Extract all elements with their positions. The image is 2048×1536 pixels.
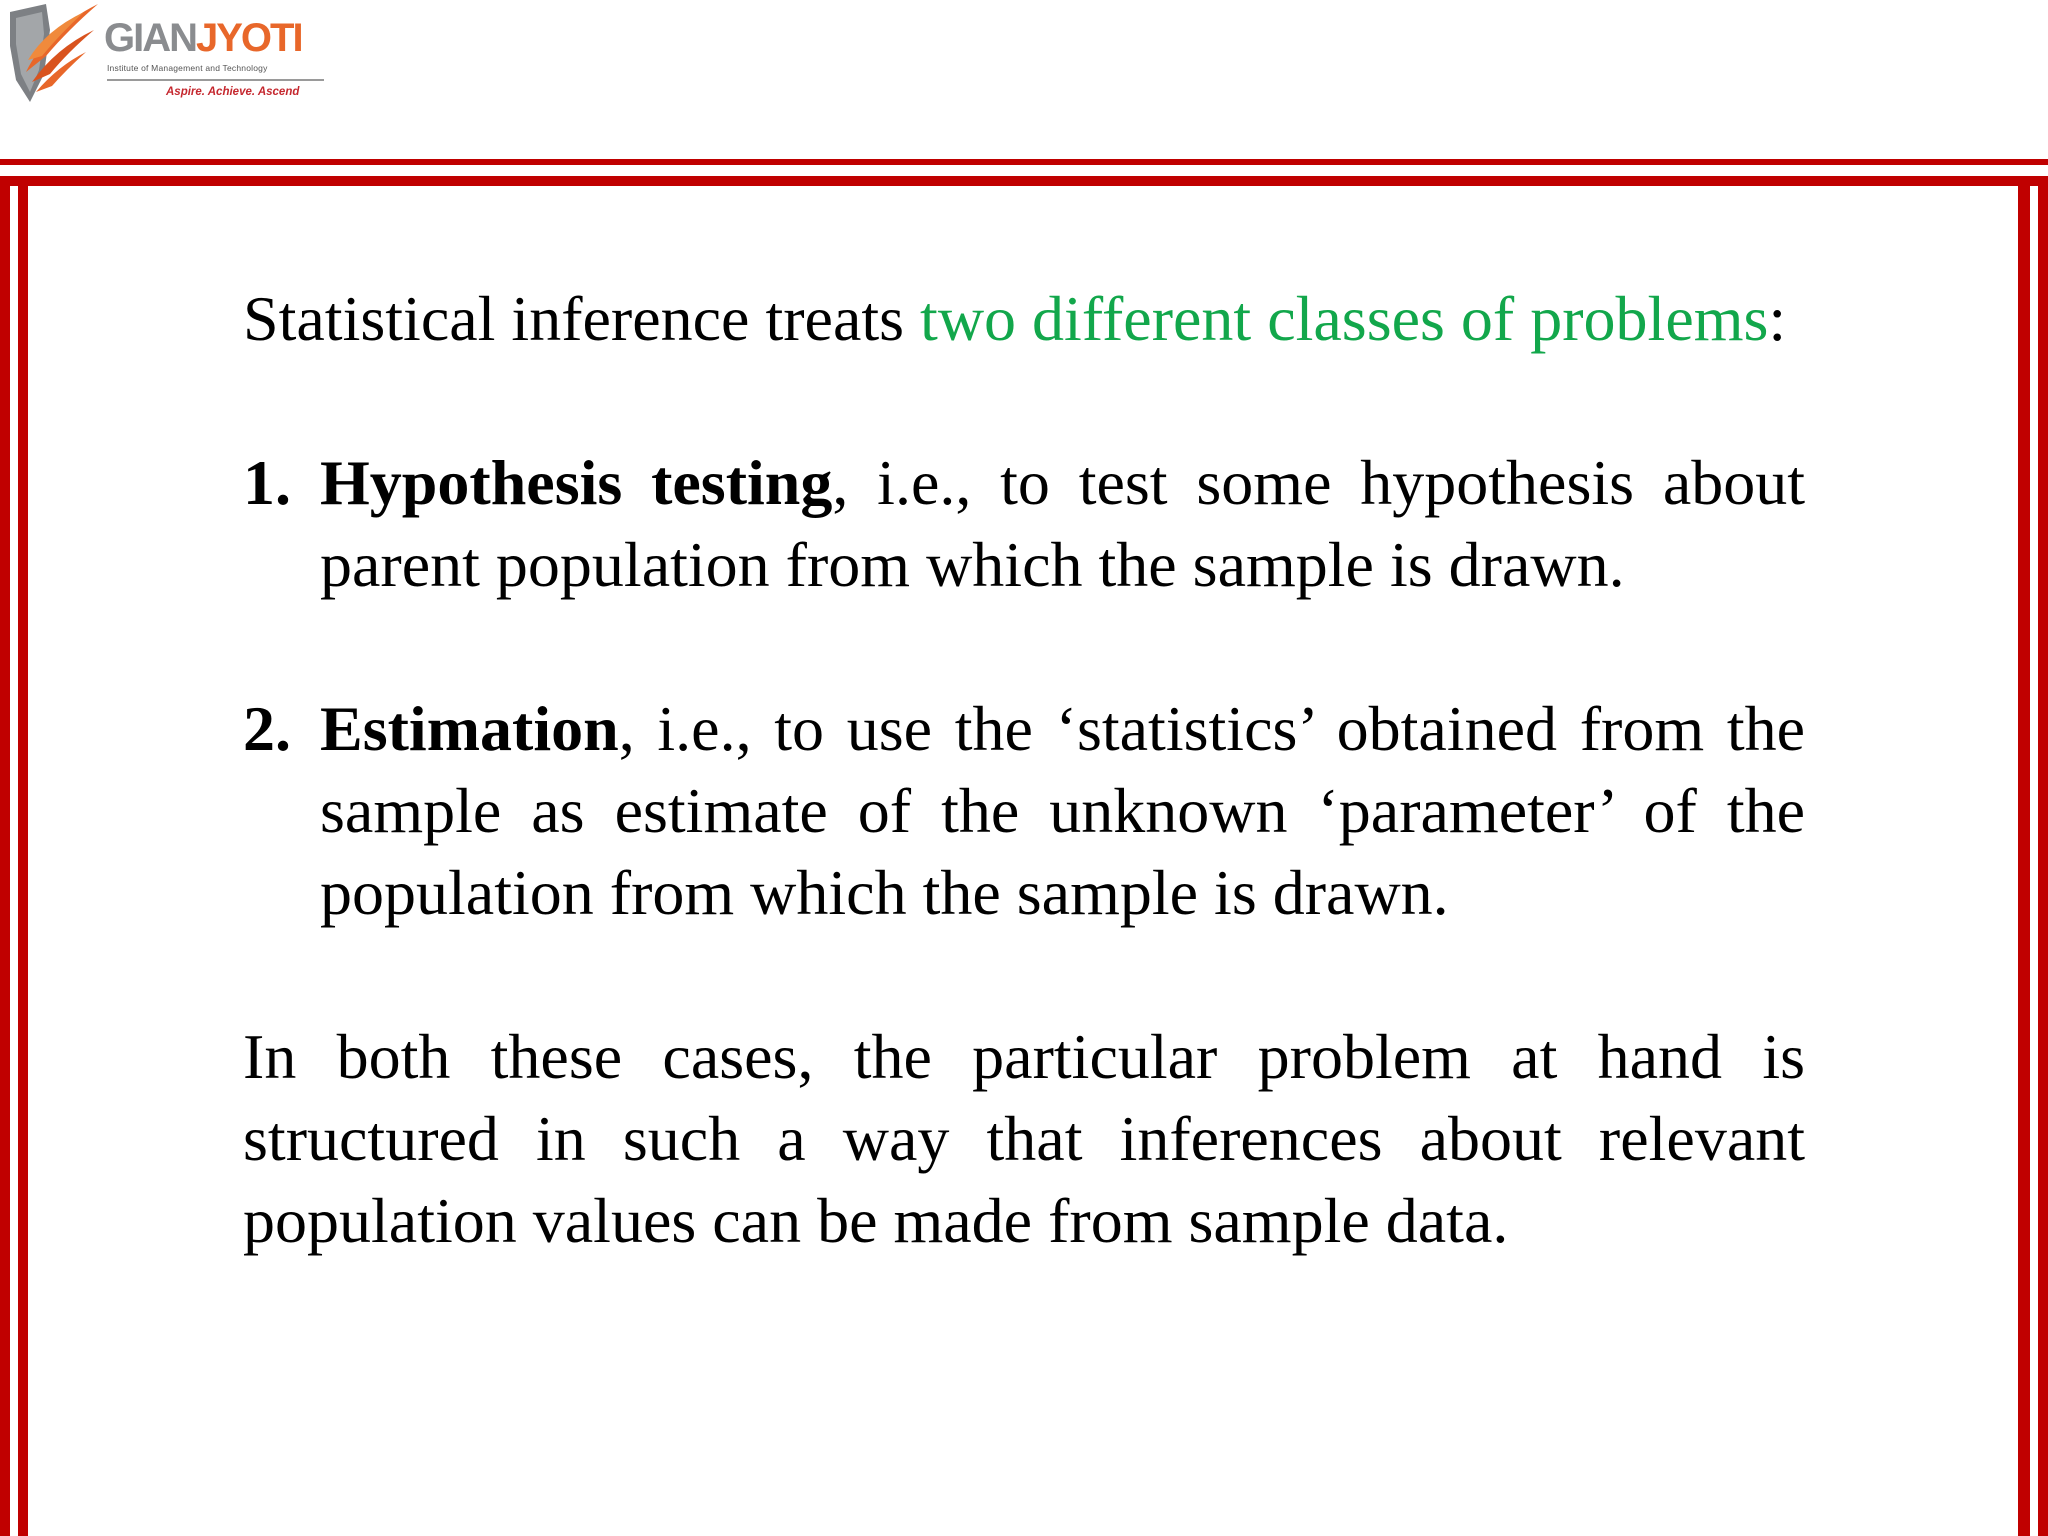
intro-colon: : — [1768, 283, 1787, 354]
list-item-description: , i.e., to use the ‘statistics’ obtained from the sample as estimate of the unknown ‘parameter’ of the population from which the sample is drawn. — [320, 693, 1805, 928]
intro-highlight: two different classes of problems — [920, 283, 1769, 354]
list-item-estimation — [243, 688, 1805, 934]
conclusion-paragraph: In both these cases, the particular problem at hand is structured in such a way that inferences about relevant population values can be made from sample data. — [243, 1021, 1805, 1256]
intro-paragraph — [243, 278, 1805, 360]
list-item-text — [320, 442, 1805, 606]
logo-wordmark — [104, 14, 302, 62]
list-item-hypothesis-testing — [243, 442, 1805, 606]
frame-left-line-inner — [18, 186, 28, 1536]
logo-wordmark-gian: GIAN — [104, 16, 196, 60]
logo-divider — [107, 79, 324, 81]
list-number: 2. — [243, 693, 291, 764]
list-item-description: , i.e., to test some hypothesis about parent population from which the sample is drawn. — [320, 447, 1806, 600]
shield-wing-icon — [6, 0, 106, 108]
frame-left-line-outer — [0, 186, 10, 1536]
list-item-term: Hypothesis testing — [320, 447, 833, 518]
list-number: 1. — [243, 447, 291, 518]
slide-body — [243, 278, 1805, 1262]
gianjyoti-logo — [6, 0, 336, 108]
frame-top-line-inner — [0, 176, 2048, 186]
frame-top-line-outer — [0, 159, 2048, 165]
logo-wordmark-jyoti: JYOTI — [196, 16, 302, 60]
logo-subtitle: Institute of Management and Technology — [107, 63, 268, 73]
logo-tagline: Aspire. Achieve. Ascend — [166, 86, 300, 98]
list-item-text — [320, 688, 1805, 934]
intro-text: Statistical inference treats — [243, 283, 921, 354]
frame-right-line-inner — [2018, 186, 2030, 1536]
frame-right-line-outer — [2038, 186, 2048, 1536]
list-item-term: Estimation — [320, 693, 619, 764]
